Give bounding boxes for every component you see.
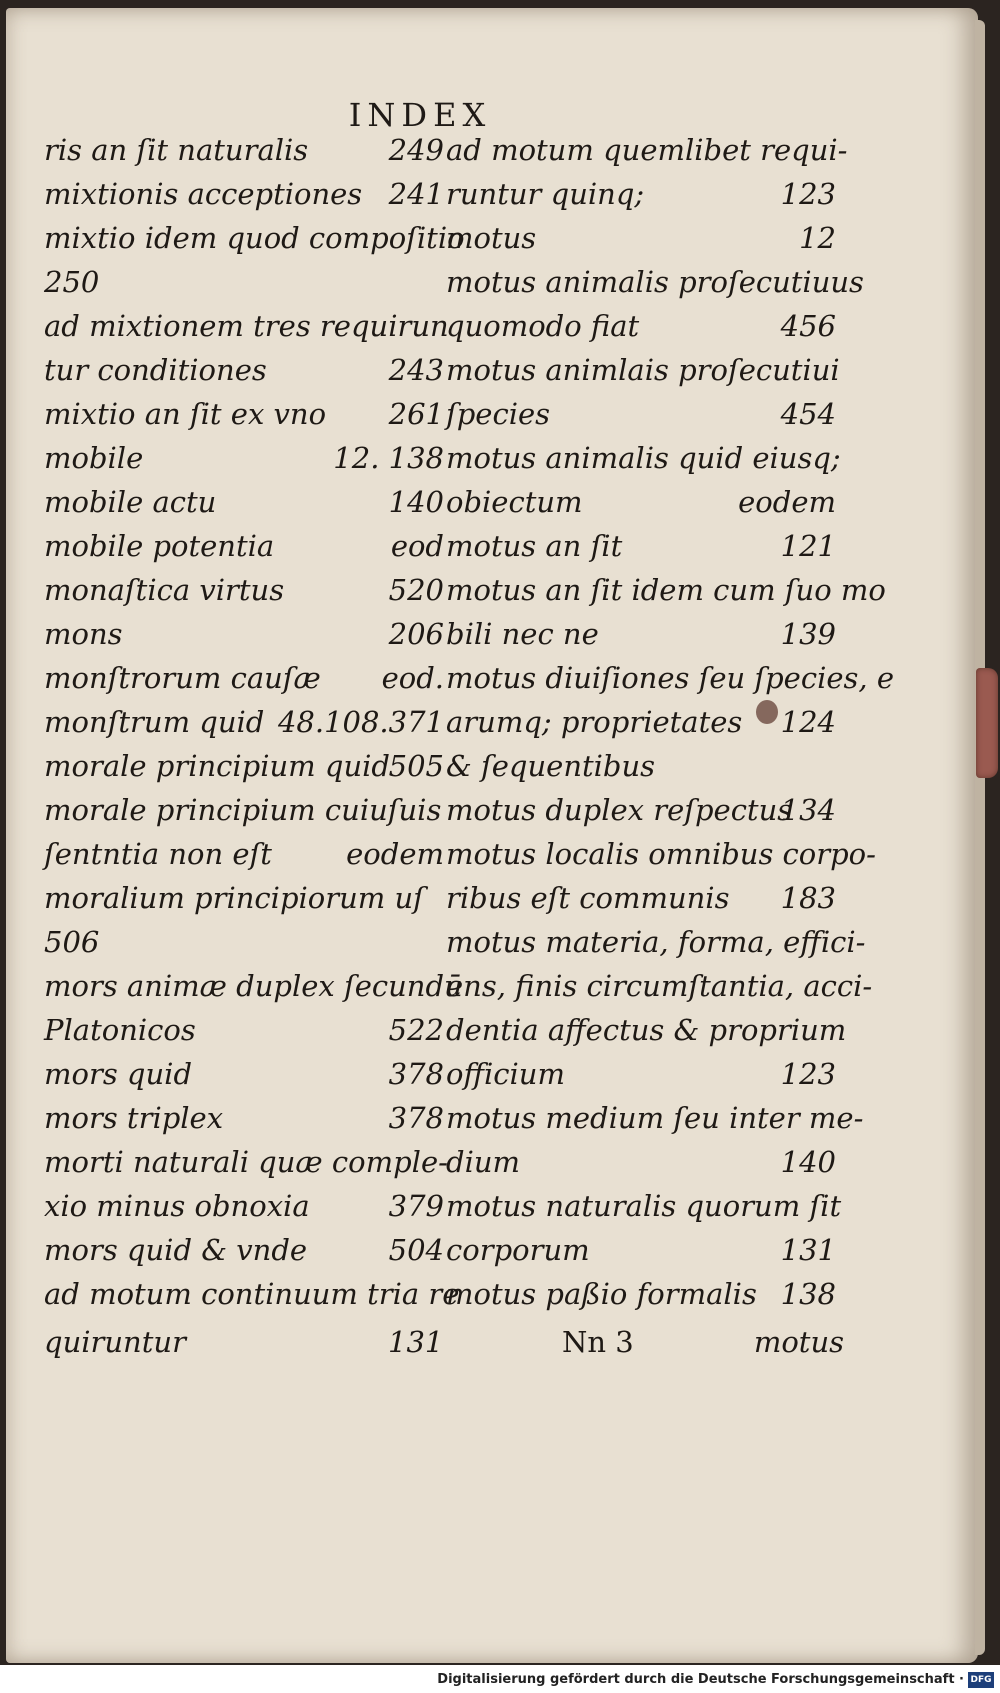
- index-left-column: [44, 128, 465, 1316]
- index-entry: [44, 700, 444, 744]
- index-entry-page: 456: [780, 309, 836, 343]
- index-entry: [446, 1052, 836, 1096]
- index-entry: [446, 172, 836, 216]
- index-entry-page: 206: [388, 617, 444, 651]
- index-entry-text: mors quid & vnde: [44, 1233, 308, 1267]
- index-entry-page: 249: [388, 133, 444, 167]
- index-entry: [446, 392, 836, 436]
- index-entry-text: officium: [446, 1057, 565, 1091]
- index-entry-text: runtur quinq;: [446, 177, 645, 211]
- index-entry: [446, 348, 840, 392]
- index-entry-page: 243: [388, 353, 444, 387]
- index-entry-page: 241: [388, 177, 444, 211]
- credit-bar: [0, 1665, 1000, 1693]
- index-entry-page: 504: [388, 1233, 444, 1267]
- index-entry: [44, 480, 444, 524]
- index-entry-text: monſtrum quid: [44, 705, 265, 739]
- index-entry-text: 506: [44, 925, 100, 959]
- index-entry: [446, 744, 836, 788]
- index-entry: [446, 1008, 847, 1052]
- index-entry: [44, 1184, 444, 1228]
- index-entry-text: motus animalis quid eiusq;: [446, 441, 841, 475]
- index-entry: [446, 964, 873, 1008]
- index-entry-text: ad motum continuum tria re: [44, 1277, 460, 1311]
- index-entry-page: 505: [388, 749, 444, 783]
- index-entry: [446, 480, 836, 524]
- index-entry: [446, 128, 848, 172]
- index-entry: [44, 1052, 444, 1096]
- digitization-credit: Digitalisierung gefördert durch die Deutsche Forschungsgemeinschaft ·: [437, 1672, 964, 1687]
- index-entry-text: motus localis omnibus corpo-: [446, 837, 876, 871]
- index-entry-text: motus paßio formalis: [446, 1277, 757, 1311]
- index-entry-text: ad motum quemlibet requi-: [446, 133, 848, 167]
- index-entry: [446, 260, 864, 304]
- index-entry-text: morale principium quid: [44, 749, 390, 783]
- index-entry-text: mobile potentia: [44, 529, 275, 563]
- index-entry: [44, 568, 444, 612]
- index-entry: [44, 128, 444, 172]
- index-entry: [44, 1228, 444, 1272]
- index-entry-page: 48.108.371: [277, 705, 444, 739]
- index-entry-text: mons: [44, 617, 123, 651]
- index-entry-page: 378: [388, 1101, 444, 1135]
- index-entry-page: 121: [780, 529, 836, 563]
- index-entry: [44, 920, 444, 964]
- index-entry: [446, 1184, 842, 1228]
- index-entry-page: 522: [388, 1013, 444, 1047]
- index-entry: [44, 260, 444, 304]
- catchword: motus: [753, 1325, 844, 1359]
- index-entry-page: 134: [780, 793, 836, 827]
- index-entry: [44, 216, 465, 260]
- index-entry-page: 140: [388, 485, 444, 519]
- index-entry-text: bili nec ne: [446, 617, 599, 651]
- index-entry-text: motus materia, forma, effici-: [446, 925, 866, 959]
- index-entry-text: motus: [446, 221, 537, 255]
- index-entry-text: motus diuiſiones ſeu ſpecies, e: [446, 661, 894, 695]
- index-entry-text: motus an ſit idem cum ſuo mo: [446, 573, 886, 607]
- index-entry: [446, 920, 866, 964]
- page-fore-edge: [975, 20, 985, 1655]
- index-entry: [446, 1272, 836, 1316]
- index-entry-text: motus animalis proſecutiuus: [446, 265, 864, 299]
- index-entry: [44, 304, 449, 348]
- index-entry-text: corporum: [446, 1233, 590, 1267]
- footer-entry-text: quiruntur: [44, 1325, 186, 1359]
- index-entry: [446, 1228, 836, 1272]
- index-entry-page: 261: [388, 397, 444, 431]
- index-entry-page: eodem: [346, 837, 444, 871]
- index-entry-text: monaſtica virtus: [44, 573, 285, 607]
- index-entry-page: eodem: [738, 485, 836, 519]
- index-entry: [44, 524, 444, 568]
- index-entry-page: 12. 138: [333, 441, 444, 475]
- index-entry-text: morti naturali quæ comple-: [44, 1145, 448, 1179]
- index-entry-page: 138: [780, 1277, 836, 1311]
- index-entry: [446, 524, 836, 568]
- index-entry-text: motus naturalis quorum ſit: [446, 1189, 842, 1223]
- index-entry-page: 183: [780, 881, 836, 915]
- index-entry-text: obiectum: [446, 485, 583, 519]
- index-entry: [446, 700, 836, 744]
- index-entry-text: mobile: [44, 441, 144, 475]
- index-entry: [446, 656, 894, 700]
- index-entry-text: mors animæ duplex ſecundū: [44, 969, 463, 1003]
- index-entry-text: motus medium ſeu inter me-: [446, 1101, 864, 1135]
- page-header: INDEX: [348, 96, 492, 134]
- index-entry: [44, 964, 463, 1008]
- index-entry: [44, 788, 444, 832]
- index-entry-page: 124: [780, 705, 836, 739]
- index-entry: [446, 216, 836, 260]
- index-entry-text: ſpecies: [446, 397, 551, 431]
- index-entry: [446, 612, 836, 656]
- index-entry-page: 454: [780, 397, 836, 431]
- index-entry-page: 123: [780, 1057, 836, 1091]
- index-entry-page: 12: [799, 221, 836, 255]
- index-entry: [446, 568, 886, 612]
- index-entry: [44, 348, 444, 392]
- index-entry-page: 131: [780, 1233, 836, 1267]
- index-entry-text: mors triplex: [44, 1101, 224, 1135]
- index-entry-text: moralium principiorum uſ: [44, 881, 424, 915]
- index-entry-text: ens, finis circumſtantia, acci-: [446, 969, 873, 1003]
- index-entry: [446, 832, 876, 876]
- index-entry-text: tur conditiones: [44, 353, 267, 387]
- index-entry-text: ad mixtionem tres requirun: [44, 309, 449, 343]
- index-entry-page: eod: [390, 529, 444, 563]
- index-entry-text: monſtrorum cauſæ: [44, 661, 321, 695]
- index-entry-text: arumq; proprietates: [446, 705, 743, 739]
- index-entry-page: 379: [388, 1189, 444, 1223]
- index-entry-page: eod.: [381, 661, 444, 695]
- dfg-logo-icon: DFG: [968, 1672, 994, 1688]
- index-entry-text: mixtio an ſit ex vno: [44, 397, 327, 431]
- index-entry-text: 250: [44, 265, 100, 299]
- index-entry: [44, 744, 444, 788]
- index-entry-page: 378: [388, 1057, 444, 1091]
- index-entry-text: ris an ſit naturalis: [44, 133, 309, 167]
- index-entry: [44, 436, 444, 480]
- index-entry-text: & ſequentibus: [446, 749, 656, 783]
- index-entry-page: 140: [780, 1145, 836, 1179]
- index-entry: [44, 1008, 444, 1052]
- index-entry-text: motus an ſit: [446, 529, 623, 563]
- index-entry-text: quomodo fiat: [446, 309, 640, 343]
- index-entry: [44, 392, 444, 436]
- page-footer: [44, 1320, 844, 1364]
- index-entry-text: ribus eſt communis: [446, 881, 730, 915]
- index-entry-text: motus animlais proſecutiui: [446, 353, 840, 387]
- index-entry-page: 123: [780, 177, 836, 211]
- footer-entry-page: 131: [388, 1325, 444, 1359]
- index-entry-text: ſentntia non eſt: [44, 837, 272, 871]
- index-entry: [44, 172, 444, 216]
- index-entry: [44, 656, 444, 700]
- index-entry: [446, 1096, 864, 1140]
- index-entry: [44, 1272, 460, 1316]
- index-entry: [446, 304, 836, 348]
- index-entry: [446, 1140, 836, 1184]
- index-entry-text: mixtio idem quod compoſitio: [44, 221, 465, 255]
- index-entry-page: 520: [388, 573, 444, 607]
- index-entry-text: mobile actu: [44, 485, 217, 519]
- index-entry-text: motus duplex reſpectus: [446, 793, 793, 827]
- index-entry-text: Platonicos: [44, 1013, 196, 1047]
- index-entry: [446, 876, 836, 920]
- index-entry-text: morale principium cuiuſuis: [44, 793, 442, 827]
- index-entry-text: xio minus obnoxia: [44, 1189, 310, 1223]
- index-entry: [446, 436, 841, 480]
- bookmark-tab: [976, 668, 998, 778]
- index-entry-text: mors quid: [44, 1057, 193, 1091]
- index-entry: [44, 876, 444, 920]
- index-entry-text: mixtionis acceptiones: [44, 177, 363, 211]
- index-entry: [44, 612, 444, 656]
- index-entry: [44, 1096, 444, 1140]
- index-entry-page: 139: [780, 617, 836, 651]
- index-right-column: [446, 128, 894, 1316]
- index-entry-text: dium: [446, 1145, 521, 1179]
- index-entry: [44, 1140, 448, 1184]
- index-entry: [446, 788, 836, 832]
- signature-mark: Nn 3: [562, 1325, 634, 1359]
- index-entry-text: dentia affectus & proprium: [446, 1013, 847, 1047]
- index-entry: [44, 832, 444, 876]
